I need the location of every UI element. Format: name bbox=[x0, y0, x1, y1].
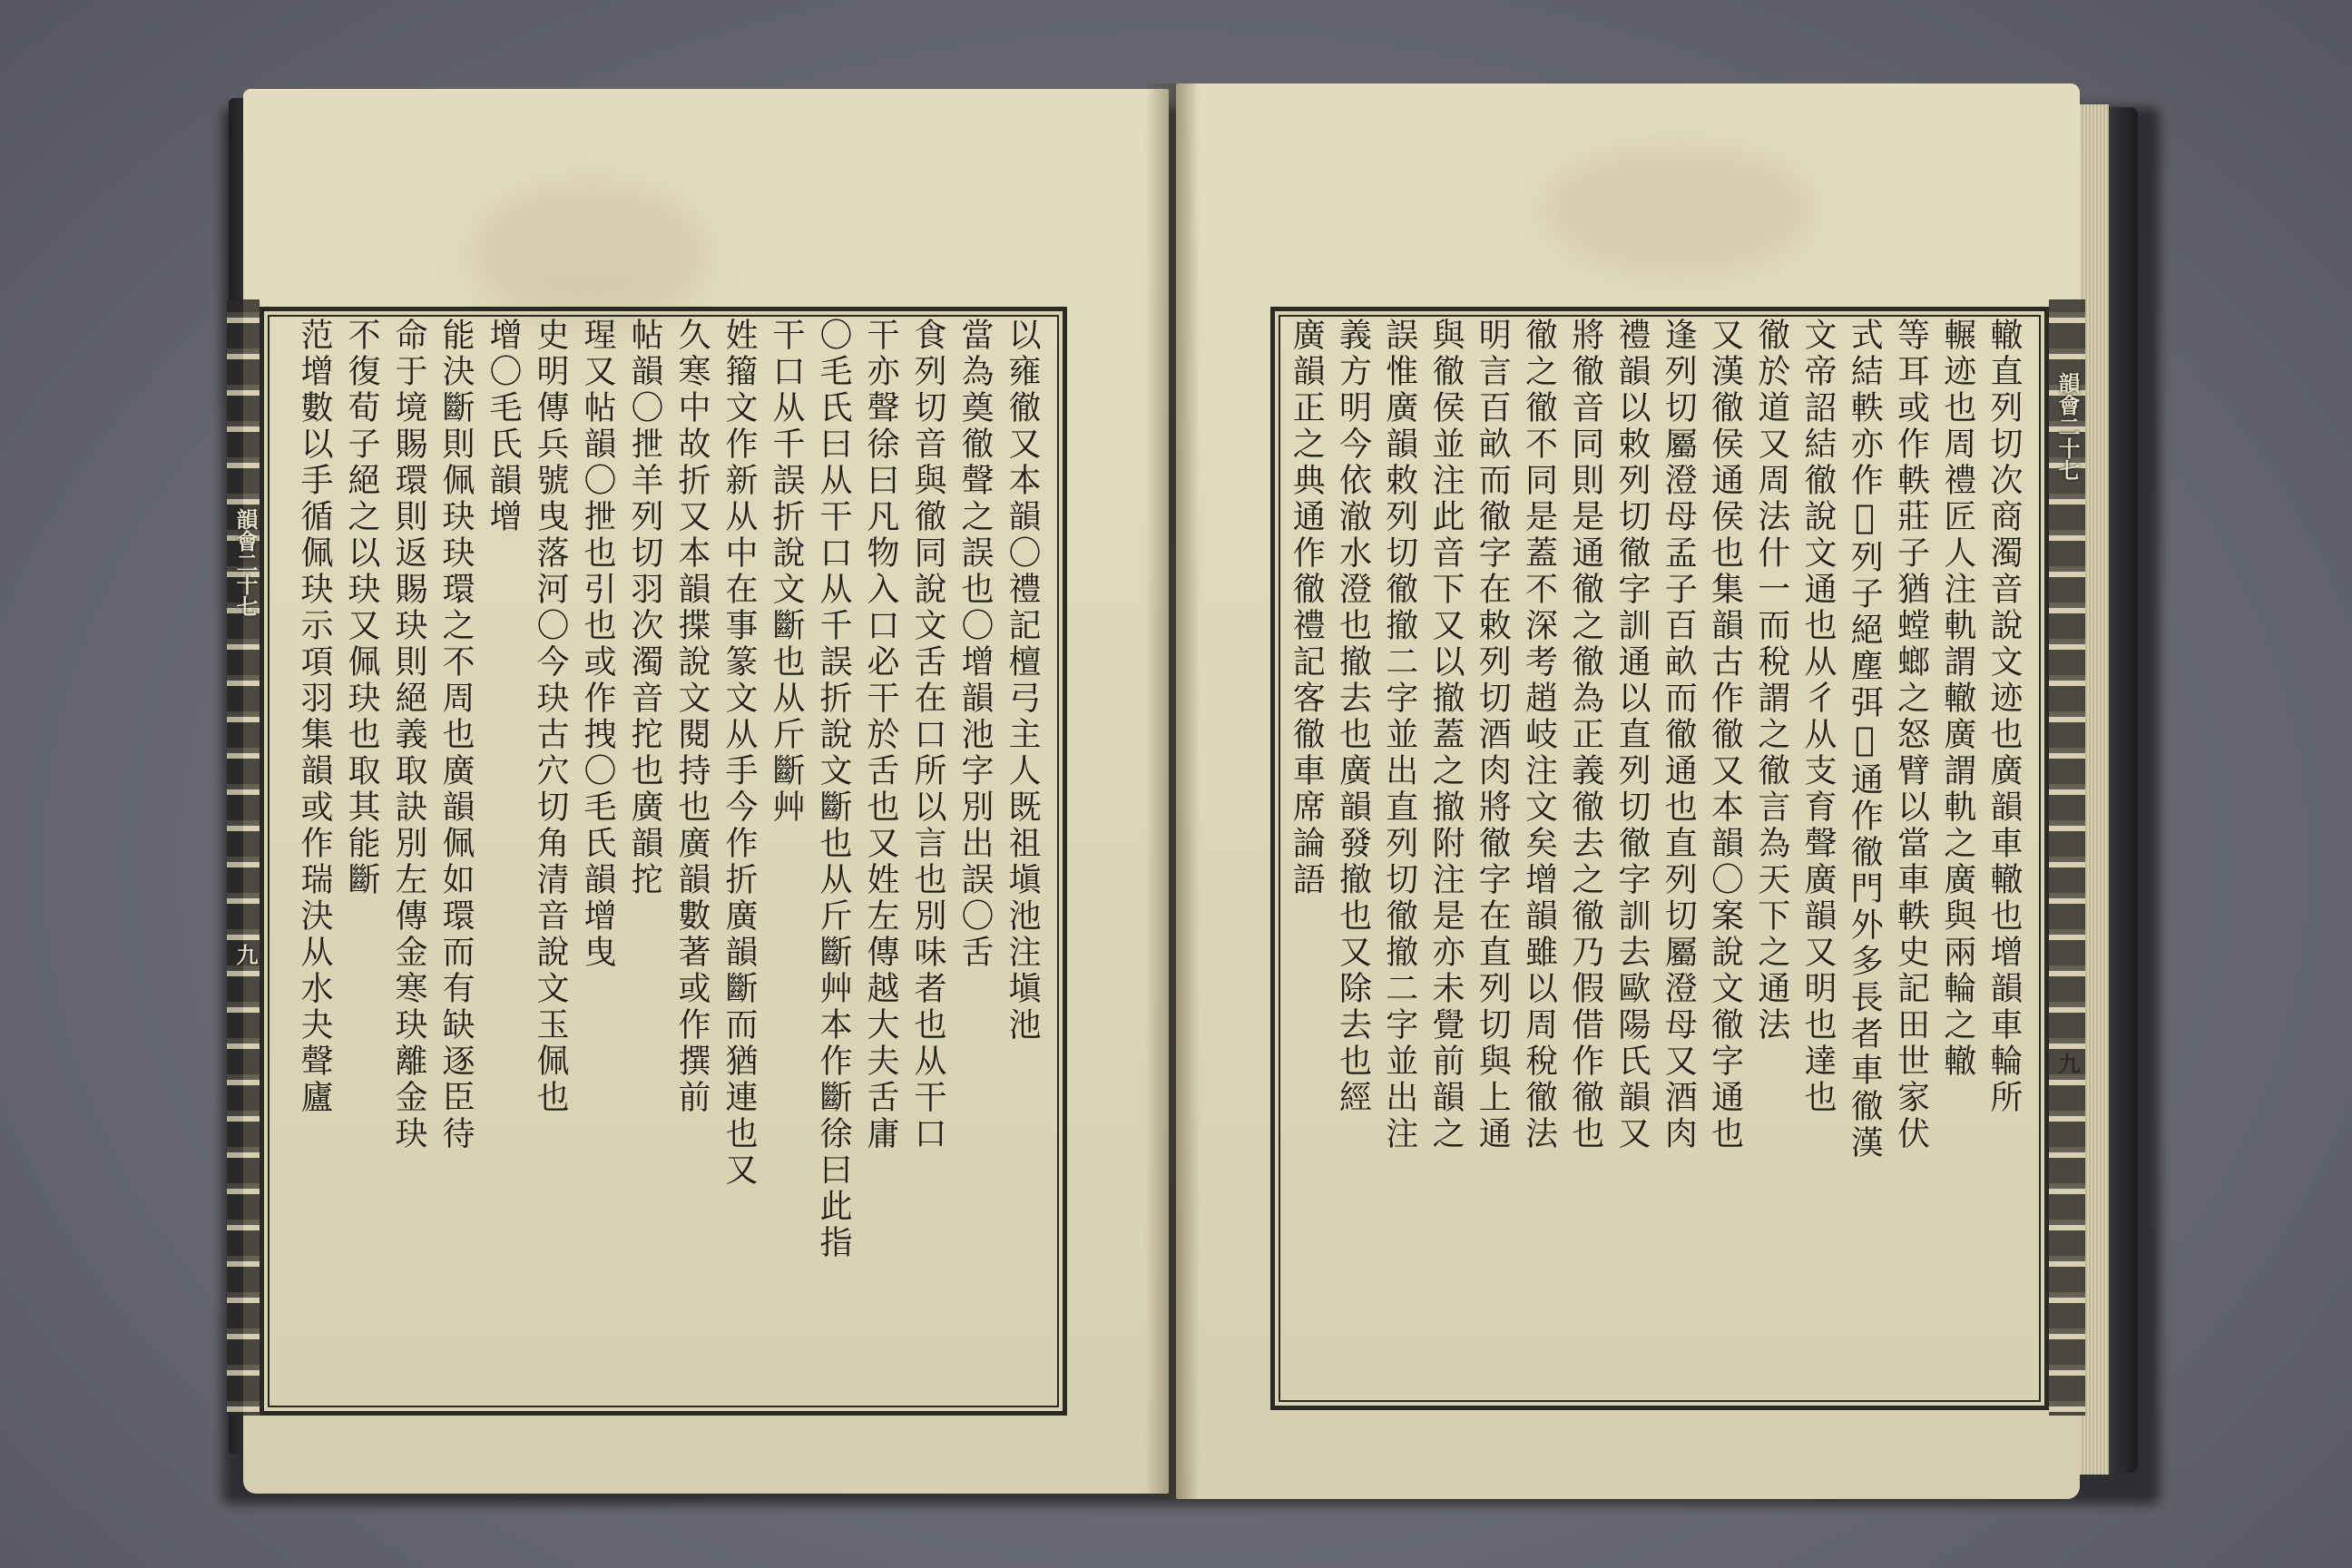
text-column: 〇毛氏曰从干口从千誤折說文斷也从斤斷艸本作斷徐曰此指 bbox=[815, 318, 852, 1261]
text-column: 姓籀文作新从中在事篆文从手今作折廣韻斷而猶連也又 bbox=[720, 318, 758, 1189]
text-column: 等耳或作軼莊子猶螳螂之怒臂以當車軼史記田世家伏 bbox=[1892, 318, 1930, 1152]
text-column: 史明傳兵號曳落河〇今玦古穴切角清音說文玉佩也 bbox=[532, 318, 569, 1116]
text-column: 能決斷則佩玦玦環之不周也廣韻佩如環而有缺逐臣待 bbox=[437, 318, 475, 1152]
left-fold-center-strip bbox=[227, 299, 260, 1416]
text-column: 式結軼亦作𨂍列子絕塵弭𨂍通作徹門外多長者車徹漢 bbox=[1846, 318, 1884, 1161]
text-column: 不復荀子絕之以玦又佩玦也取其能斷 bbox=[343, 318, 380, 898]
text-column: 范增數以手循佩玦示項羽集韻或作瑞決从水夬聲廬 bbox=[296, 318, 333, 1116]
paper-stain bbox=[1543, 145, 1815, 272]
left-text-block bbox=[272, 318, 1045, 1397]
text-column: 轍直列切次商濁音說文迹也廣韻車轍也增韻車輪所 bbox=[1985, 318, 2023, 1116]
text-column: 干亦聲徐曰凡物入口必干於舌也又姓左傳越大夫舌庸 bbox=[862, 318, 899, 1152]
left-folio-number: 九 bbox=[232, 944, 259, 965]
right-text-block bbox=[1283, 318, 2027, 1394]
text-column: 久寒中故折又本韻揲說文閱持也廣韻數著或作撰前 bbox=[673, 318, 710, 1116]
text-column: 誤惟廣韻敕列切徹撤二字並出直列切徹撤二字並出注 bbox=[1380, 318, 1418, 1152]
text-column: 逢列切屬澄母孟子百畝而徹通也直列切屬澄母又酒肉 bbox=[1660, 318, 1698, 1152]
text-column: 明言百畝而徹字在敕列切酒肉將徹字在直列切與上通 bbox=[1474, 318, 1512, 1152]
text-column: 當為奠徹聲之誤也〇增韻池字別出誤〇舌 bbox=[956, 318, 994, 971]
text-column: 義方明今依澈水澄也撤去也廣韻發撤也又除去也經 bbox=[1334, 318, 1372, 1116]
text-column: 徹於道又周法什一而稅謂之徹言為天下之通法 bbox=[1752, 318, 1790, 1044]
text-column: 廣韻正之典通作徹禮記客徹車席論語 bbox=[1288, 318, 1326, 898]
text-column: 瑆又帖韻〇抴也引也或作拽〇毛氏韻增曳 bbox=[579, 318, 616, 971]
text-column: 又漢徹侯通侯也集韻古作徹又本韻〇案說文徹字通也 bbox=[1706, 318, 1744, 1152]
text-column: 與徹侯並注此音下又以撤蓋之撤附注是亦未覺前韻之 bbox=[1427, 318, 1465, 1152]
right-folio-number: 九 bbox=[2054, 1053, 2081, 1074]
text-column: 帖韻〇抴羊列切羽次濁音拕也廣韻拕 bbox=[626, 318, 663, 898]
paper-stain bbox=[472, 181, 708, 327]
text-column: 輾迹也周禮匠人注軌謂轍廣謂軌之廣與兩輪之轍 bbox=[1938, 318, 1976, 1080]
text-column: 將徹音同則是通徹之徹為正義徹去之徹乃假借作徹也 bbox=[1566, 318, 1604, 1152]
text-column: 食列切音與徹同說文舌在口所以言也別味者也从干口 bbox=[909, 318, 946, 1152]
book-gutter bbox=[1145, 83, 1200, 1499]
text-column: 以雍徹又本韻〇禮記檀弓主人既祖塡池注塡池 bbox=[1004, 318, 1041, 1044]
text-column: 增〇毛氏韻增 bbox=[485, 318, 522, 535]
text-column: 命于境賜環則返賜玦則絕義取訣別左傳金寒玦離金玦 bbox=[390, 318, 427, 1152]
right-folio-title: 韻會二十七 bbox=[2054, 372, 2081, 481]
text-column: 徹之徹不同是蓋不深考趙岐注文矣增韻雖以周稅徹法 bbox=[1520, 318, 1558, 1152]
text-column: 禮韻以敕列切徹字訓通以直列切徹字訓去歐陽氏韻又 bbox=[1613, 318, 1651, 1152]
text-column: 干口从千誤折說文斷也从斤斷艸 bbox=[768, 318, 805, 826]
text-column: 文帝詔結徹說文通也从彳从支育聲廣韻又明也達也 bbox=[1799, 318, 1837, 1116]
left-folio-title: 韻會二十七 bbox=[232, 508, 259, 617]
